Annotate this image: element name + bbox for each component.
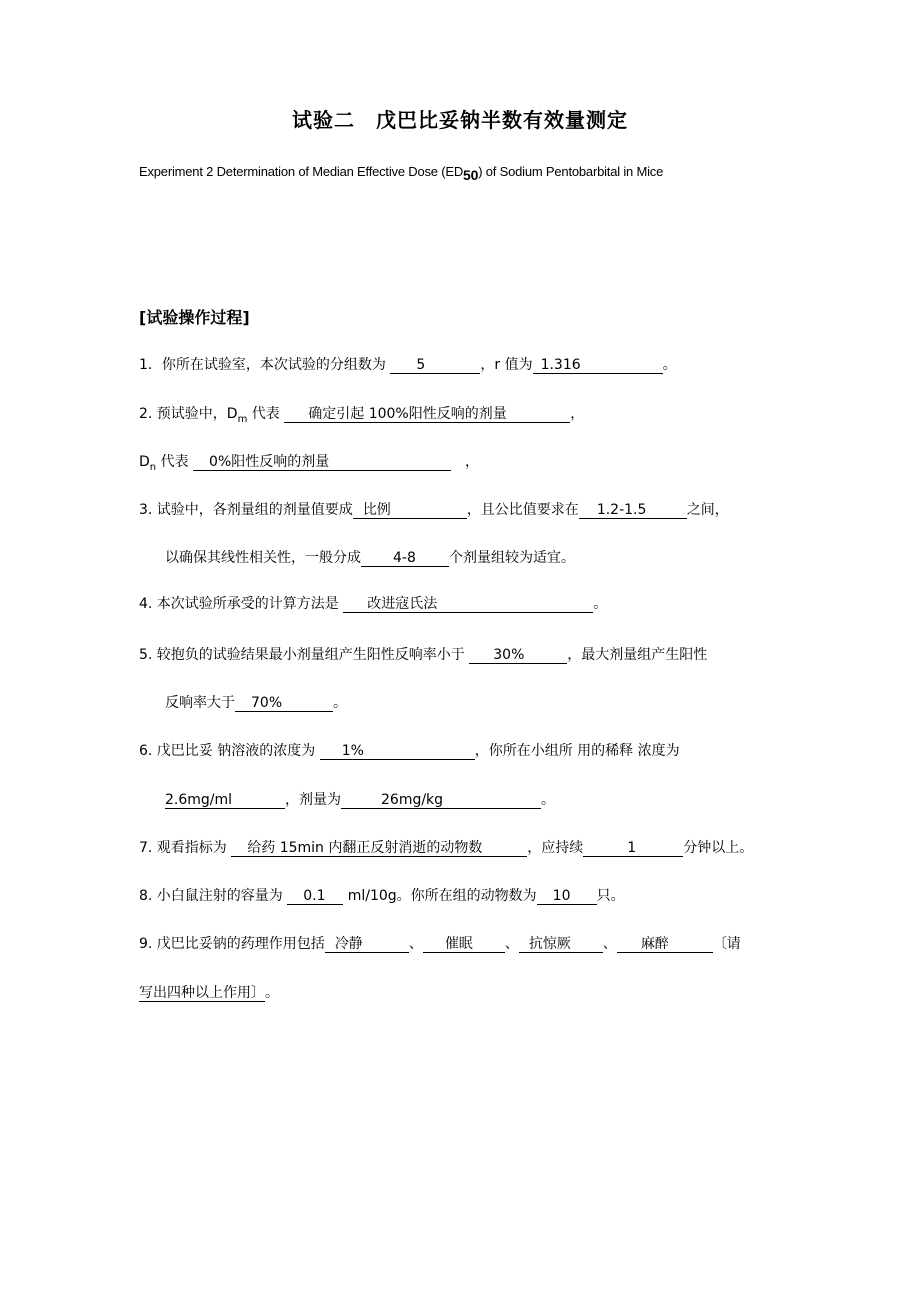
question-7-end: 分钟以上。	[683, 840, 754, 856]
subtitle-prefix: Experiment 2 Determination of Median Effective Dose (ED	[139, 164, 464, 179]
blank-effect-2: 催眠	[423, 937, 505, 953]
blank-dn-meaning: 0%阳性反响的剂量	[193, 455, 451, 471]
question-8	[139, 885, 625, 905]
question-3-text: 3. 试验中，各剂量组的剂量值要成	[139, 502, 353, 518]
question-9b-end: 。	[265, 985, 279, 1001]
dn-subscript: n	[149, 462, 157, 473]
question-8-text: 8. 小白鼠注射的容量为	[139, 888, 288, 904]
question-7-text-2: ，应持续	[527, 840, 584, 856]
question-9-text-2: 〔请	[712, 936, 741, 952]
blank-group-count: 5	[390, 358, 480, 374]
subtitle-suffix: of Sodium Pentobarbital in Mice	[482, 164, 664, 179]
blank-dm-meaning: 确定引起 100%阳性反响的剂量	[284, 407, 570, 423]
question-8-end: 只。	[596, 888, 625, 904]
question-1-text-2: ，r 值为	[480, 357, 533, 373]
question-6b-text: ，剂量为	[285, 792, 341, 808]
question-8-text-2: ml/10g。你所在组的动物数为	[343, 888, 537, 904]
separator-1: 、	[408, 936, 423, 952]
blank-duration: 1	[583, 841, 683, 857]
subtitle-subscript: 50	[463, 167, 479, 183]
question-3-continued	[165, 547, 575, 567]
question-2b-text: 代表	[156, 454, 194, 470]
question-3	[139, 499, 729, 519]
blank-observation-index: 给药 15min 内翻正反射消逝的动物数	[231, 841, 527, 857]
question-6-continued	[165, 789, 555, 809]
question-7	[139, 837, 753, 857]
question-9-text: 9. 戊巴比妥钠的药理作用包括	[139, 936, 325, 952]
blank-concentration: 1%	[320, 744, 475, 760]
dm-subscript: m	[237, 414, 248, 425]
question-1	[139, 354, 677, 374]
question-3-end: 之间，	[686, 502, 729, 518]
blank-group-range: 4-8	[361, 551, 449, 567]
question-5b-end: 。	[333, 695, 347, 711]
question-9b-text: 写出四种以上作用〕	[139, 985, 265, 1001]
question-2b-end: ，	[465, 454, 480, 470]
blank-dilution: 2.6mg/ml	[165, 793, 285, 809]
question-3-text-2: ，且公比值要求在	[466, 502, 579, 518]
question-9-continued	[139, 982, 279, 1002]
question-2-text-2: 代表	[247, 406, 285, 422]
dn-label: D	[139, 454, 150, 470]
question-1-text: 1．你所在试验室，本次试验的分组数为	[139, 357, 391, 373]
blank-max-rate: 70%	[235, 696, 333, 712]
question-4-text: 4. 本次试验所承受的计算方法是	[139, 596, 344, 612]
question-6b-end: 。	[541, 792, 555, 808]
question-4	[139, 593, 607, 613]
document-title: 试验二 戊巴比妥钠半数有效量测定	[292, 108, 628, 132]
blank-animal-count: 10	[537, 889, 597, 905]
separator-3: 、	[602, 936, 617, 952]
blank-effect-1: 冷静	[325, 937, 409, 953]
question-5b-text: 反响率大于	[165, 695, 235, 711]
question-6-text: 6. 戊巴比妥 钠溶液的浓度为	[139, 743, 320, 759]
blank-ratio-range: 1.2-1.5	[579, 503, 687, 519]
document-subtitle	[139, 164, 664, 183]
question-5-continued	[165, 692, 347, 712]
question-1-end: 。	[662, 357, 677, 373]
question-3b-end: 个剂量组较为适宜。	[449, 550, 575, 566]
blank-effect-4: 麻醉	[617, 937, 713, 953]
question-4-end: 。	[593, 596, 608, 612]
section-heading: [试验操作过程]	[139, 308, 250, 327]
subtitle-paren: )	[478, 164, 483, 179]
question-2-end: ，	[570, 406, 585, 422]
question-2	[139, 403, 584, 423]
separator-2: 、	[504, 936, 519, 952]
blank-dose-relation: 比例	[353, 503, 467, 519]
question-2-text: 2. 预试验中，D	[139, 406, 238, 422]
question-5-text: 5. 较抱负的试验结果最小剂量组产生阳性反响率小于	[139, 647, 470, 663]
blank-effect-3: 抗惊厥	[519, 937, 603, 953]
question-2-continued	[139, 451, 479, 471]
blank-calc-method: 改进寇氏法	[343, 597, 593, 613]
blank-injection-volume: 0.1	[287, 889, 343, 905]
question-9	[139, 933, 741, 953]
question-6	[139, 740, 680, 760]
question-5-text-2: ，最大剂量组产生阳性	[567, 647, 708, 663]
question-6-text-2: ，你所在小组所 用的稀释 浓度为	[474, 743, 680, 759]
question-7-text: 7. 观看指标为	[139, 840, 232, 856]
question-3b-text: 以确保其线性相关性，一般分成	[165, 550, 361, 566]
question-5	[139, 644, 707, 664]
blank-r-value: 1.316	[533, 358, 663, 374]
blank-min-rate: 30%	[469, 648, 567, 664]
blank-dose: 26mg/kg	[341, 793, 541, 809]
